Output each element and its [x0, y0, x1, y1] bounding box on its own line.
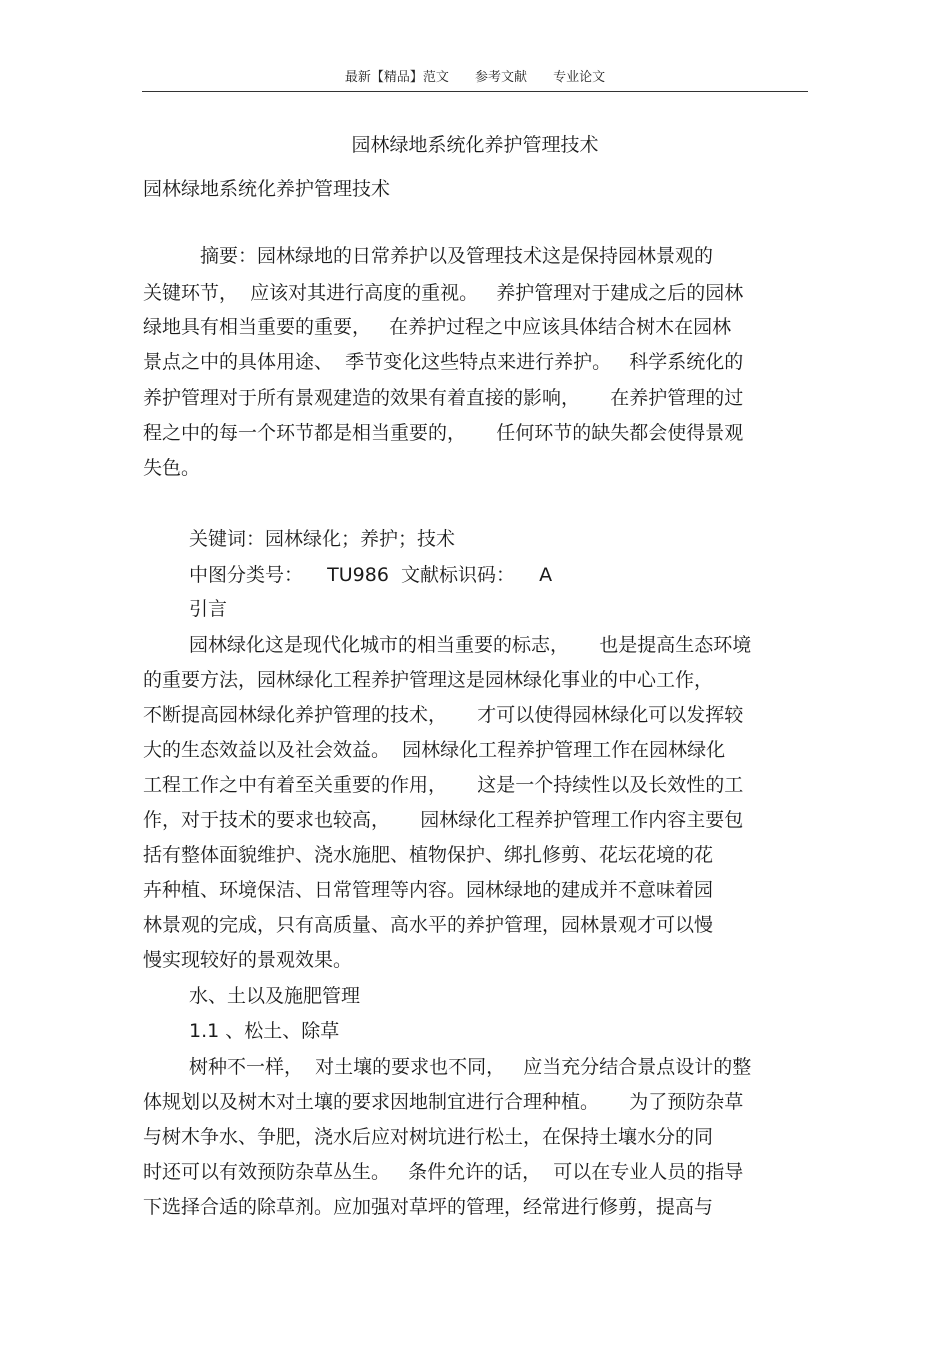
intro-line: 不断提高园林绿化养护管理的技术， 才可以使得园林绿化可以发挥较	[143, 704, 744, 726]
abstract-line: 景点之中的具体用途、 季节变化这些特点来进行养护。 科学系统化的	[143, 351, 744, 373]
abstract-line: 养护管理对于所有景观建造的效果有着直接的影响， 在养护管理的过	[143, 387, 744, 409]
intro-line: 林景观的完成，只有高质量、高水平的养护管理，园林景观才可以慢	[143, 914, 714, 936]
abstract-line: 程之中的每一个环节都是相当重要的， 任何环节的缺失都会使得景观	[143, 422, 744, 444]
document-title: 园林绿地系统化养护管理技术	[351, 134, 599, 156]
abstract-line: 失色。	[143, 457, 201, 479]
intro-line: 作，对于技术的要求也较高， 园林绿化工程养护管理工作内容主要包	[143, 809, 744, 831]
section-heading: 水、土以及施肥管理	[189, 985, 361, 1007]
body-line: 体规划以及树木对土壤的要求因地制宜进行合理种植。 为了预防杂草	[143, 1091, 744, 1113]
header-item-2: 参考文献	[474, 70, 527, 85]
intro-line: 括有整体面貌维护、浇水施肥、植物保护、绑扎修剪、花坛花境的花	[143, 844, 714, 866]
header-item-3: 专业论文	[553, 70, 606, 85]
intro-heading: 引言	[189, 598, 228, 620]
header-item-1: 最新【精品】范文	[344, 70, 449, 85]
intro-line: 园林绿化这是现代化城市的相当重要的标志， 也是提高生态环境	[189, 634, 752, 656]
header-divider	[142, 91, 808, 92]
keywords: 关键词：园林绿化；养护；技术	[189, 528, 456, 550]
intro-line: 的重要方法，园林绿化工程养护管理这是园林绿化事业的中心工作，	[143, 669, 714, 691]
abstract-line: 绿地具有相当重要的重要， 在养护过程之中应该具体结合树木在园林	[143, 316, 732, 338]
body-line: 与树木争水、争肥，浇水后应对树坑进行松土，在保持土壤水分的同	[143, 1126, 714, 1148]
intro-line: 慢实现较好的景观效果。	[143, 949, 353, 971]
intro-line: 大的生态效益以及社会效益。 园林绿化工程养护管理工作在园林绿化	[143, 739, 726, 761]
body-line: 树种不一样， 对土壤的要求也不同， 应当充分结合景点设计的整	[189, 1056, 752, 1078]
abstract-line: 摘要：园林绿地的日常养护以及管理技术这是保持园林景观的	[200, 245, 714, 267]
classification: 中图分类号： TU986 文献标识码： A	[189, 564, 553, 586]
subsection-heading: 1.1 、松土、除草	[189, 1020, 340, 1042]
abstract-line: 关键环节， 应该对其进行高度的重视。 养护管理对于建成之后的园林	[143, 282, 744, 304]
body-line: 时还可以有效预防杂草丛生。 条件允许的话， 可以在专业人员的指导	[143, 1161, 744, 1183]
intro-line: 卉种植、环境保洁、日常管理等内容。园林绿地的建成并不意味着园	[143, 879, 714, 901]
page-header	[0, 66, 950, 85]
intro-line: 工程工作之中有着至关重要的作用， 这是一个持续性以及长效性的工	[143, 774, 744, 796]
body-line: 下选择合适的除草剂。应加强对草坪的管理，经常进行修剪，提高与	[143, 1196, 714, 1218]
document-subtitle: 园林绿地系统化养护管理技术	[143, 178, 391, 200]
